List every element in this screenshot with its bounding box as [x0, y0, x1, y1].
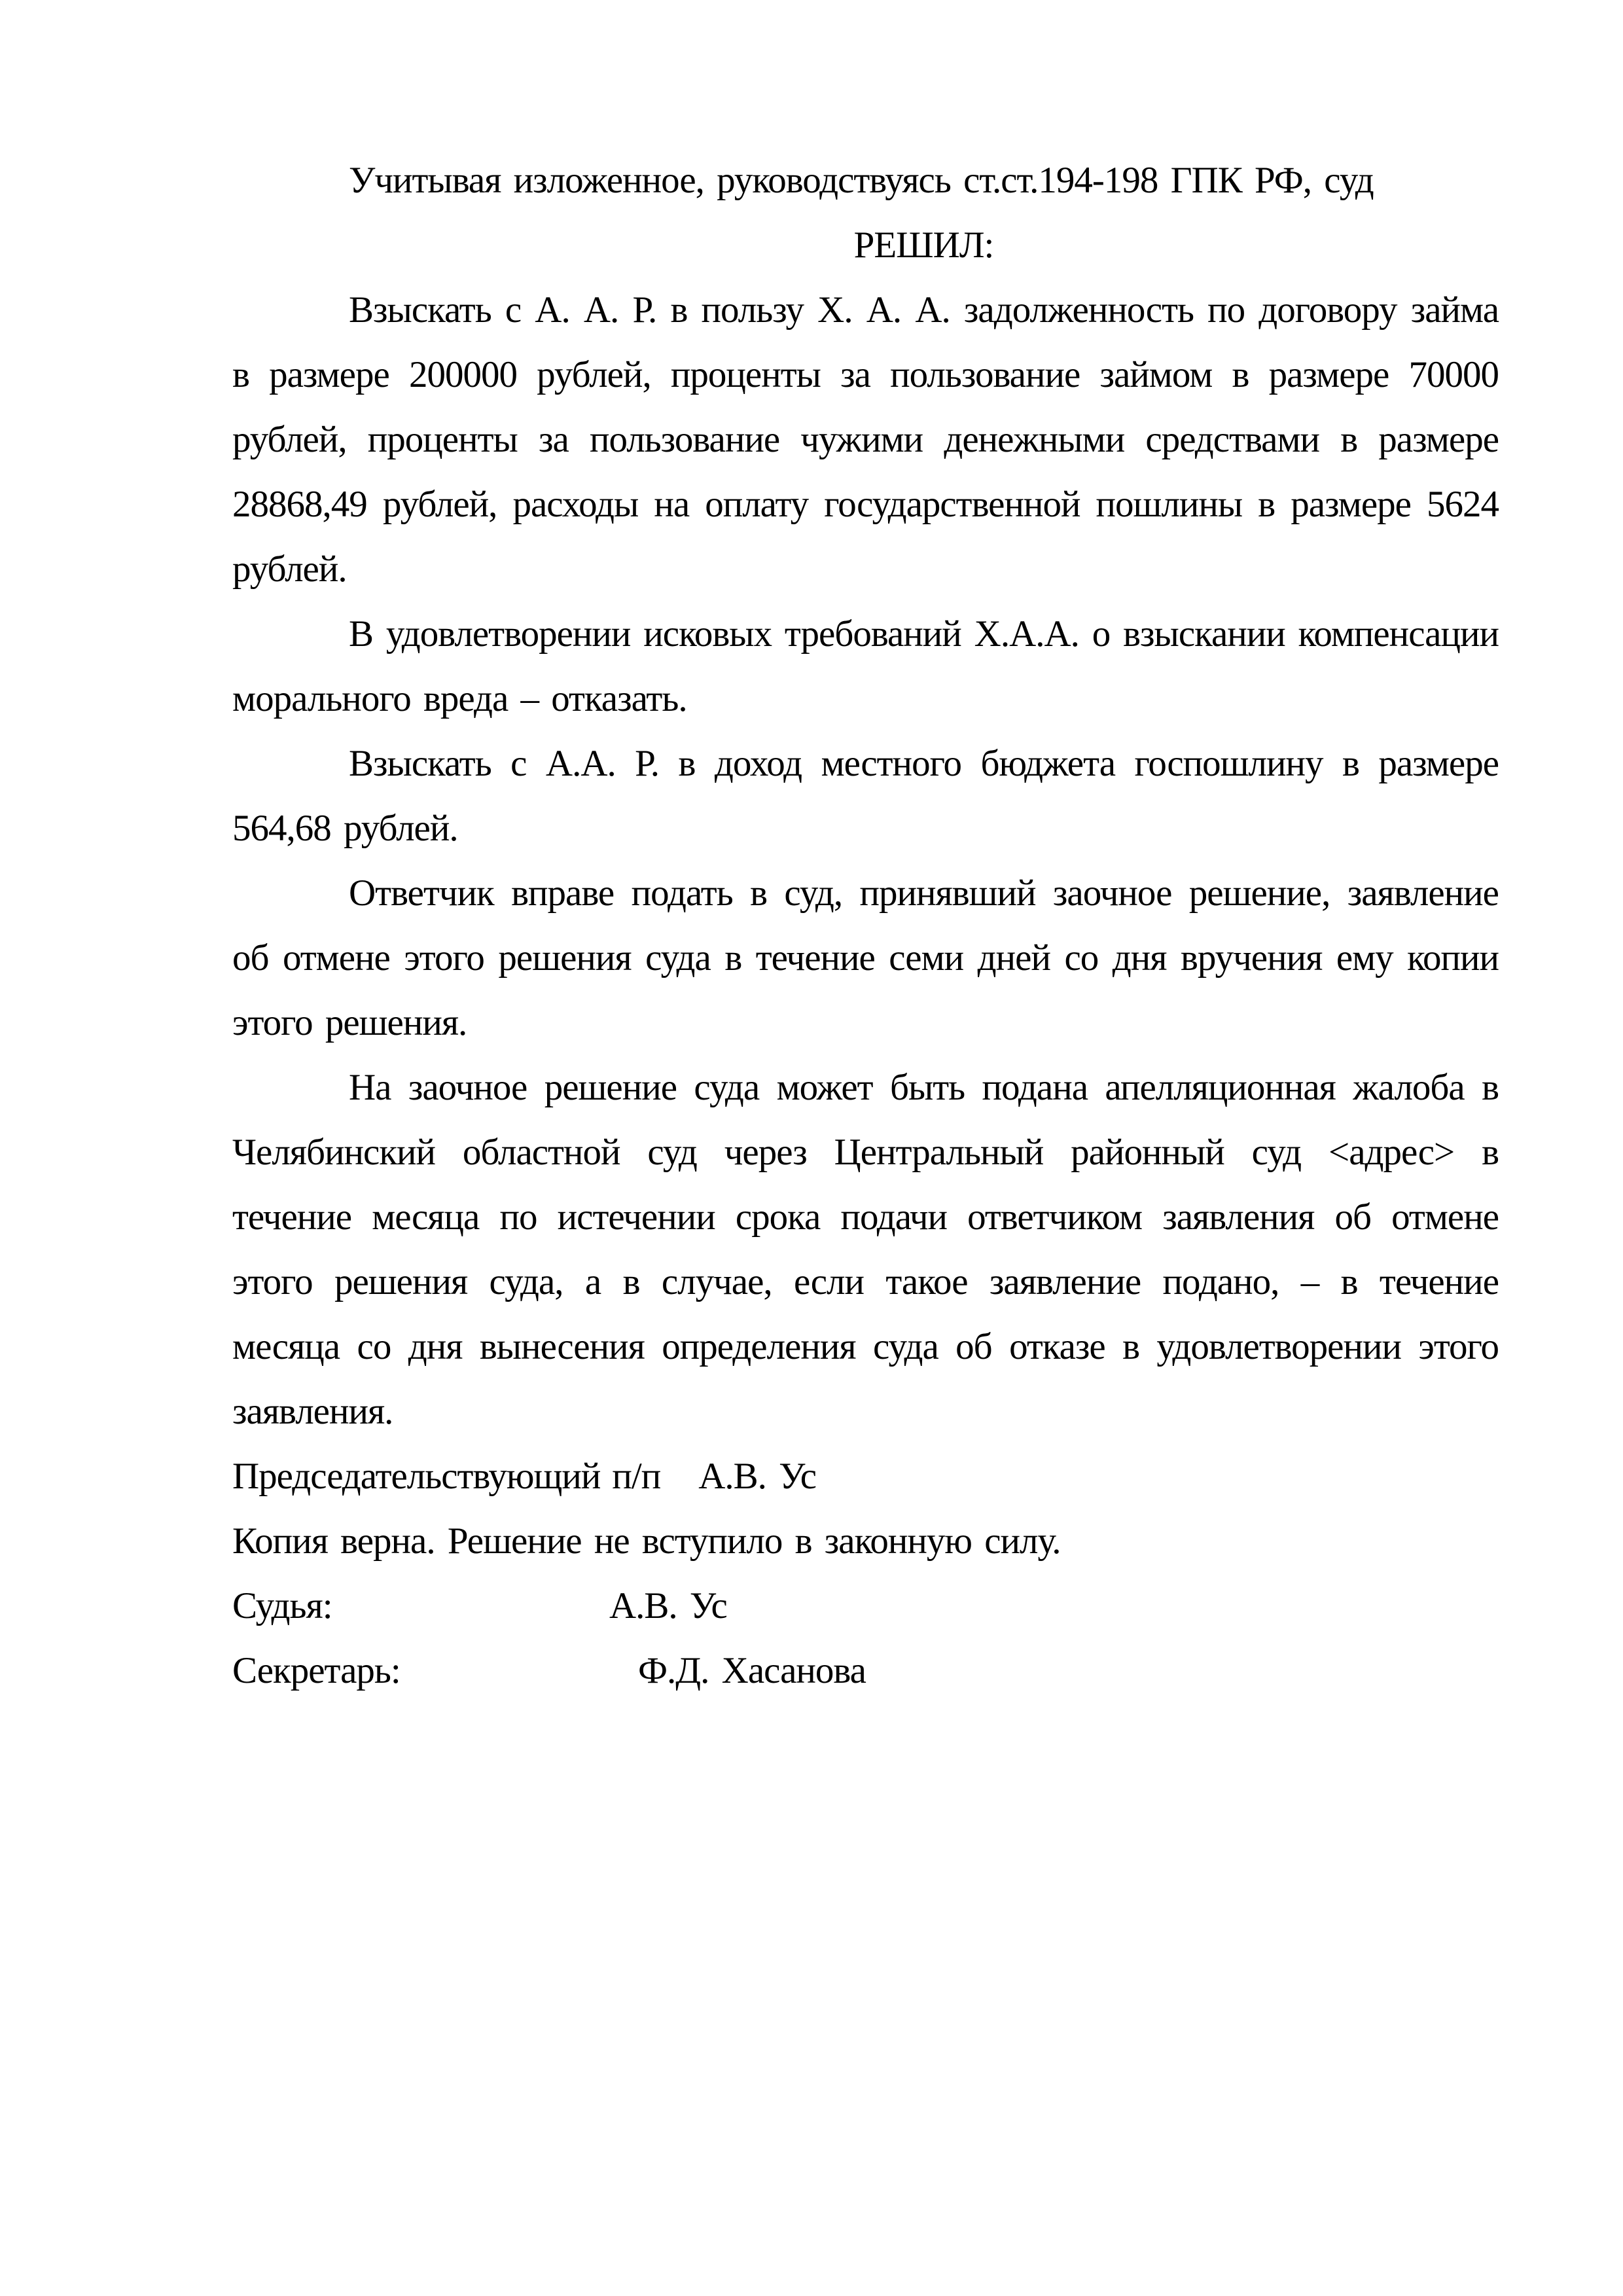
presiding-label: Председательствующий [232, 1456, 601, 1497]
paragraph-debt-award: Взыскать с А. А. Р. в пользу Х. А. А. задолженность по договору займа в размере 200000 рублей, проценты за пользование займом в размере 70000 рублей, проценты за пользование чужими денежными средствами в размере 28868,49 рублей, расходы на оплату государственной пошлины в размере 5624 рублей. [232, 289, 1499, 590]
secretary-row [232, 1638, 1499, 1703]
copy-note: Копия верна. Решение не вступило в законную силу. [232, 1520, 1061, 1562]
paragraph-defendant-right: Ответчик вправе подать в суд, принявший заочное решение, заявление об отмене этого решения суда в течение семи дней со дня вручения ему копии этого решения. [232, 872, 1499, 1043]
judge-name: А.В. Ус [609, 1585, 727, 1626]
paragraph-state-duty: Взыскать с А.А. Р. в доход местного бюджета госпошлину в размере 564,68 рублей. [232, 743, 1499, 849]
presiding-row [232, 1444, 1499, 1509]
document-content [232, 148, 1499, 1703]
presiding-name: А.В. Ус [698, 1456, 816, 1497]
signature-block [232, 1444, 1499, 1703]
paragraph-appeal-procedure: На заочное решение суда может быть подана апелляционная жалоба в Челябинский областной суд через Центральный районный суд <адрес> в течение месяца по истечении срока подачи ответчиком заявления об отмене этого решения суда, а в случае, если такое заявление подано, – в течение месяца со дня вынесения определения суда об отказе в удовлетворении этого заявления. [232, 1067, 1499, 1432]
paragraph-moral-damages-denied: В удовлетворении исковых требований Х.А.А. о взыскании компенсации морального вреда – отказать. [232, 613, 1499, 719]
presiding-pp-mark: п/п [612, 1456, 661, 1497]
copy-note-row [232, 1509, 1499, 1573]
secretary-label: Секретарь: [232, 1650, 401, 1691]
intro-line: Учитывая изложенное, руководствуясь ст.ст.194-198 ГПК РФ, суд [349, 160, 1374, 201]
judge-label: Судья: [232, 1585, 332, 1626]
resolution-heading: РЕШИЛ: [853, 224, 994, 266]
secretary-name: Ф.Д. Хасанова [638, 1650, 866, 1691]
judge-row [232, 1573, 1499, 1638]
